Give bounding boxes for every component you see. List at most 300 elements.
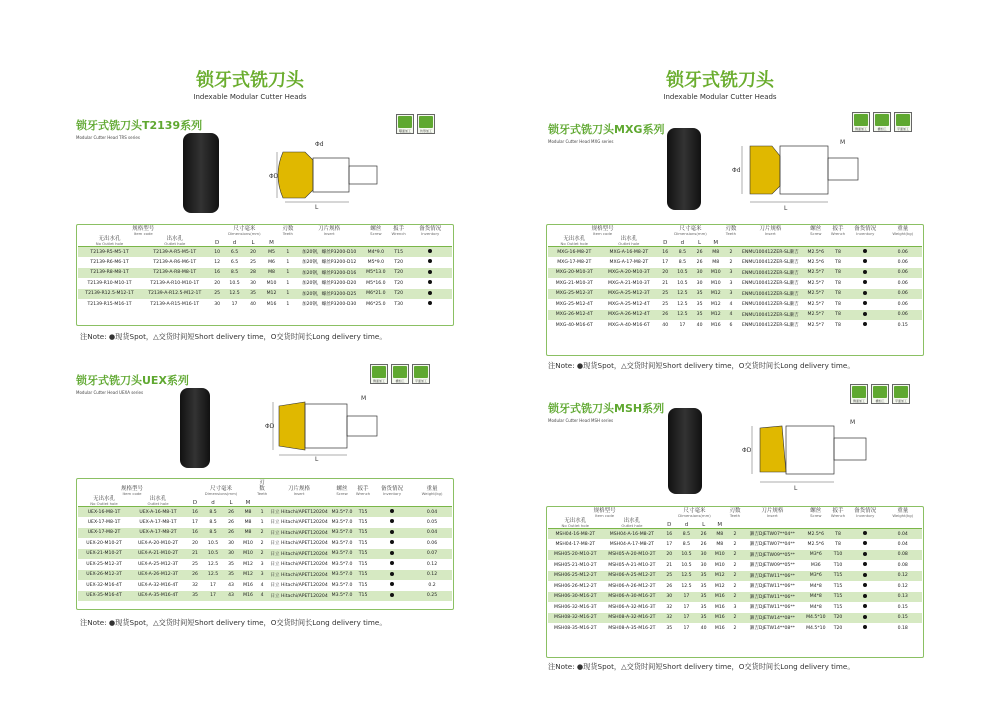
table-cell: 10.5 (673, 268, 691, 279)
spot-stock-dot-icon (428, 301, 432, 305)
table-cell: 加20钢，螺丝P3200-D25 (295, 289, 362, 300)
table-cell: UEX-A-35-M16-4T (130, 591, 186, 602)
table-cell: M8 (244, 519, 252, 525)
table-cell: 43 (222, 591, 240, 602)
inventory-cell (847, 560, 883, 571)
section-title-uex: 锁牙式铣刀头UEX系列 (76, 374, 189, 387)
table-cell: 12 (214, 259, 221, 265)
table-cell: ENMU100412ZER-SL濑吉 (742, 281, 799, 287)
table-cell: T10 (829, 550, 847, 561)
table-cell: T2139-R5-M5-1T (78, 247, 141, 258)
table-cell: M36 (810, 562, 821, 568)
table-cell: M16 (266, 301, 277, 307)
table-cell: MSH05-21-M10-2T (554, 562, 597, 568)
table-cell: 12.5 (207, 561, 219, 567)
table-cell: T20 (394, 280, 404, 286)
table-cell: 加20钢，螺丝P3200-D20 (301, 281, 357, 287)
table-cell: 濑吉DJETW14**08** (742, 613, 803, 624)
weight-cell: 0.06 (883, 289, 922, 300)
table-cell: 2 (729, 259, 733, 265)
table-cell: 濑吉DJETW07**04** (749, 542, 795, 548)
table-cell: 35 (666, 625, 673, 631)
table-cell: 25 (657, 289, 673, 300)
inventory-cell (847, 592, 883, 603)
table-cell: M5*16.0 (366, 280, 386, 286)
table-cell: MXG-26-M12-4T (548, 310, 601, 321)
table-cell: 30 (692, 268, 708, 279)
weight-cell: 0.04 (412, 507, 452, 518)
table-cell: 6 (729, 322, 733, 328)
table-cell: 濑吉DJETW11**06** (749, 605, 795, 611)
table-cell: 17 (666, 541, 673, 547)
table-cell: UEX-32-M16-4T (86, 582, 122, 588)
table-cell: 濑吉DJETW11**06** (742, 592, 803, 603)
table-cell: M2.5*7 (803, 310, 829, 321)
spot-stock-dot-icon (428, 270, 432, 274)
table-cell: 35 (243, 289, 263, 300)
table-cell: M12 (712, 571, 728, 582)
table-row (548, 320, 922, 331)
table-cell: M5*9.0 (367, 259, 385, 265)
table-cell: 35 (696, 592, 712, 603)
spot-stock-dot-icon (863, 615, 867, 619)
weight-cell: 0.12 (897, 583, 908, 589)
spot-stock-dot-icon (863, 573, 867, 577)
table-cell: 日立 Hitachi/APET120204 (268, 507, 330, 518)
table-cell: 25 (208, 289, 225, 300)
table-cell: 26 (186, 570, 204, 581)
table-row (78, 591, 452, 602)
table-cell: 17 (677, 592, 695, 603)
table-cell: 17 (192, 519, 198, 525)
spot-stock-dot-icon (390, 540, 394, 544)
label-phiD: ΦD (269, 173, 279, 180)
table-row (548, 539, 922, 550)
spot-stock-dot-icon (428, 259, 432, 263)
table-row (78, 559, 452, 570)
table-row (548, 550, 922, 561)
table-cell: 17 (683, 625, 690, 631)
table-cell: UEX-A-20-M10-2T (137, 540, 179, 546)
table-cell: UEX-A-25-M12-3T (137, 561, 179, 567)
table-row (78, 570, 452, 581)
inventory-cell (372, 507, 412, 518)
table-cell: 2 (733, 562, 737, 568)
table-cell: 10.5 (229, 280, 240, 286)
note-mxg: 注Note: ●现货Spot，△交货时间短Short delivery time，O交货时间长Long delivery time。 (548, 361, 855, 370)
table-cell: T20 (389, 268, 409, 279)
table-cell: 35 (692, 289, 708, 300)
table-cell: 20 (661, 550, 677, 561)
inventory-cell (847, 278, 883, 289)
table-cell: M2.5*6 (807, 259, 825, 265)
weight-cell: 0.06 (883, 268, 922, 279)
table-cell: 32 (661, 613, 677, 624)
table-cell: 25 (192, 561, 198, 567)
table-cell: MSH08-32-M16-2T (548, 613, 603, 624)
table-cell: 32 (666, 604, 673, 610)
table-cell: M4*8 (809, 604, 822, 610)
table-cell: MSH04-17-M8-2T (555, 541, 596, 547)
table-row (78, 257, 452, 268)
weight-cell: 0.08 (883, 550, 922, 561)
icons-mxg (852, 112, 912, 132)
inventory-cell (408, 268, 452, 279)
table-cell: MXG-21-M10-3T (555, 280, 593, 286)
table-cell: UEX-25-M12-3T (86, 561, 122, 567)
inventory-cell (372, 517, 412, 528)
table-cell: 30 (222, 549, 240, 560)
plane-milling-icon: 平面加工 (894, 112, 912, 132)
table-cell: 日立 Hitachi/APET120204 (268, 570, 330, 581)
table-cell: M16 (710, 322, 721, 328)
table-cell: M3*6 (803, 571, 829, 582)
table-cell: 40 (662, 322, 669, 328)
table-cell: MXG-A-17-M8-2T (609, 259, 649, 265)
table-cell: 16 (657, 247, 673, 258)
table-cell: T15 (354, 549, 372, 560)
table-cell: T15 (389, 247, 409, 258)
weight-cell: 0.07 (412, 549, 452, 560)
table-cell: MSH06-A-32-M16-3T (608, 604, 656, 610)
table-cell: 35 (186, 591, 204, 602)
inventory-cell (847, 268, 883, 279)
table-cell: 2 (733, 541, 737, 547)
table-cell: 8.5 (226, 268, 243, 279)
icons-t2139 (396, 114, 435, 134)
table-cell: MSH08-A-32-M16-2T (603, 613, 662, 624)
table-cell: 35 (222, 570, 240, 581)
table-cell: M12 (243, 561, 253, 567)
table-cell: T10 (833, 562, 843, 568)
plane-milling-icon: 平面加工 (892, 384, 910, 404)
table-row (548, 289, 922, 300)
table-row (78, 299, 452, 310)
table-row (548, 581, 922, 592)
inventory-cell (847, 299, 883, 310)
spot-stock-dot-icon (863, 270, 867, 274)
inventory-cell (847, 247, 883, 258)
table-cell: T8 (835, 259, 841, 265)
table-cell: 26 (222, 528, 240, 539)
table-cell: T2139-R15-M16-1T (87, 301, 132, 307)
table-cell: 濑吉DJETW11**06** (742, 571, 803, 582)
table-cell: 2 (733, 625, 737, 631)
table-cell: 20 (657, 268, 673, 279)
table-cell: MXG-A-25-M12-3T (601, 289, 658, 300)
table-cell: 12.5 (204, 570, 222, 581)
spot-stock-dot-icon (428, 291, 432, 295)
table-cell: 43 (228, 582, 234, 588)
table-cell: 日立 Hitachi/APET120204 (270, 520, 328, 526)
weight-cell: 0.05 (426, 519, 438, 525)
spot-stock-dot-icon (863, 291, 867, 295)
table-cell: T2139-R10-M10-1T (87, 280, 132, 286)
table-cell: 3 (256, 570, 268, 581)
table-cell: 濑吉DJETW14**08** (749, 626, 795, 632)
weight-cell: 0.06 (897, 301, 908, 307)
table-cell: M16 (714, 625, 725, 631)
table-cell: ENMU100412ZER-SL濑吉 (742, 323, 799, 329)
table-cell: M5 (263, 247, 280, 258)
inventory-cell (847, 602, 883, 613)
table-cell: T15 (833, 583, 843, 589)
inventory-cell (847, 257, 883, 268)
table-cell: 濑吉DJETW07**04** (742, 529, 803, 540)
table-cell: MSH08-A-35-M16-2T (608, 625, 656, 631)
table-cell: M16 (712, 592, 728, 603)
table-cell: M2.5*6 (803, 247, 829, 258)
weight-cell: 0.13 (883, 592, 922, 603)
table-cell: 25 (250, 259, 256, 265)
table-cell: T15 (358, 540, 368, 546)
table-cell: M3*6 (803, 550, 829, 561)
table-cell: M8 (716, 541, 724, 547)
table-cell: 10.5 (204, 549, 222, 560)
inventory-cell (408, 257, 452, 268)
spot-stock-dot-icon (390, 530, 394, 534)
table-cell: T15 (829, 571, 847, 582)
note-msh: 注Note: ●现货Spot，△交货时间短Short delivery time，O交货时间长Long delivery time。 (548, 662, 855, 671)
table-row (548, 247, 922, 258)
table-cell: 12.5 (681, 583, 692, 589)
table-cell: 8.5 (677, 529, 695, 540)
table-cell: 加20钢，螺丝P3200-D30 (301, 302, 357, 308)
weight-cell: 0.18 (897, 625, 908, 631)
table-row (548, 529, 922, 540)
table-cell: M3.5*7.0 (330, 528, 354, 539)
table-cell: 30 (696, 550, 712, 561)
table-cell: M16 (243, 582, 253, 588)
table-cell: M3.5*7.0 (330, 507, 354, 518)
table-cell: 4 (260, 582, 264, 588)
table-cell: T15 (358, 519, 368, 525)
table-cell: MSH06-30-M16-2T (548, 592, 603, 603)
table-cell: M6*21.0 (363, 289, 389, 300)
weight-cell: 0.12 (883, 571, 922, 582)
table-cell: 8.5 (673, 247, 691, 258)
spot-stock-dot-icon (863, 322, 867, 326)
weight-cell: 0.04 (897, 541, 908, 547)
table-cell: M3.5*7.0 (330, 591, 354, 602)
svg-text:M: M (840, 139, 846, 146)
table-cell: UEX-A-26-M12-3T (130, 570, 186, 581)
table-cell: M2.5*7 (807, 322, 825, 328)
table-cell: T2139-R6-M6-1T (90, 259, 129, 265)
table-cell: 21 (186, 549, 204, 560)
table-cell: 8.5 (678, 259, 687, 265)
table-cell: 30 (228, 540, 234, 546)
inventory-cell (847, 613, 883, 624)
table-cell: 6.5 (230, 259, 239, 265)
table-cell: 26 (692, 247, 708, 258)
icons-msh (850, 384, 910, 404)
spot-stock-dot-icon (390, 561, 394, 565)
table-cell: M12 (708, 289, 724, 300)
table-cell: MSH06-25-M12-2T (548, 571, 603, 582)
table-cell: M3.5*7.0 (330, 570, 354, 581)
table-cell: M6*25.0 (366, 301, 386, 307)
side-milling-icon: 侧面加工 (370, 364, 388, 384)
table-cell: 2 (728, 529, 742, 540)
weight-cell: 0.12 (426, 561, 438, 567)
table-cell: 26 (666, 583, 673, 589)
drawing-mxg (728, 132, 868, 212)
svg-text:L: L (794, 485, 798, 492)
table-cell: 20 (192, 540, 198, 546)
table-cell: M3.5*7.0 (331, 561, 353, 567)
table-cell: 1 (280, 268, 295, 279)
table-row (548, 571, 922, 582)
table-cell: 濑吉DJETW09**05** (749, 563, 795, 569)
table-cell: UEX-16-M8-1T (78, 507, 130, 518)
table-cell: T2139-A-R8-M8-1T (141, 268, 208, 279)
table-cell: M2.5*7 (803, 289, 829, 300)
section-subtitle-uex: Modular Cutter Head UEXA series (76, 390, 144, 395)
table-cell: M10 (714, 562, 725, 568)
table-cell: UEX-17-M8-1T (87, 519, 121, 525)
table-cell: M10 (240, 549, 256, 560)
svg-text:ΦD: ΦD (265, 423, 275, 430)
weight-cell: 0.04 (412, 528, 452, 539)
table-cell: T8 (829, 268, 847, 279)
table-cell: 2 (256, 528, 268, 539)
table-cell: 20 (214, 280, 221, 286)
table-cell: 17 (662, 259, 669, 265)
table-cell: MXG-A-16-M8-2T (601, 247, 658, 258)
table-cell: T15 (829, 592, 847, 603)
table-cell: ENMU100412ZER-SL濑吉 (742, 260, 799, 266)
table-row (78, 268, 452, 279)
spot-stock-dot-icon (390, 582, 394, 586)
table-cell: 加20钢，螺丝P3200-D16 (295, 268, 362, 279)
table-cell: M10 (266, 280, 277, 286)
table-cell: M4*8 (809, 583, 822, 589)
table-cell: 1 (280, 289, 295, 300)
table-cell: 日立 Hitachi/APET120204 (268, 591, 330, 602)
table-row (78, 278, 452, 289)
table-cell: 3 (260, 561, 264, 567)
weight-cell: 0.25 (412, 591, 452, 602)
table-cell: T15 (354, 591, 372, 602)
table-cell: T2139-A-R12.5-M12-1T (141, 289, 208, 300)
table-cell: MXG-A-40-M16-6T (608, 322, 650, 328)
drawing-msh (738, 412, 878, 492)
inventory-cell (847, 623, 883, 634)
table-cell: M5*13.0 (363, 268, 389, 279)
table-cell: MXG-17-M8-2T (557, 259, 592, 265)
table-cell: 12.5 (226, 289, 243, 300)
table-cell: 2 (260, 540, 264, 546)
table-cell: 30 (661, 592, 677, 603)
table-row (78, 580, 452, 591)
table-cell: 35 (700, 583, 707, 589)
table-row (78, 538, 452, 549)
table-cell: MSH04-16-M8-2T (548, 529, 603, 540)
table-cell: 35 (700, 604, 707, 610)
table-cell: 8.5 (682, 541, 691, 547)
icons-uex (370, 364, 430, 384)
spot-stock-dot-icon (863, 280, 867, 284)
spot-stock-dot-icon (428, 249, 432, 253)
table-row (548, 257, 922, 268)
weight-cell: 0.06 (426, 540, 438, 546)
table-cell: T2139-A-R10-M10-1T (150, 280, 200, 286)
table-cell: 30 (700, 562, 707, 568)
table-cell: 2 (728, 592, 742, 603)
table-cell: 8.5 (209, 519, 217, 525)
table-row (78, 289, 452, 300)
table-cell: 10 (208, 247, 225, 258)
side-milling-icon: 侧面加工 (850, 384, 868, 404)
table-cell: 26 (700, 541, 707, 547)
table-cell: T2139-A-R15-M16-1T (150, 301, 200, 307)
table-cell: 4 (729, 301, 733, 307)
table-cell: 26 (657, 310, 673, 321)
table-cell: MXG-40-M16-6T (555, 322, 593, 328)
table-cell: M8 (263, 268, 280, 279)
inventory-cell (847, 581, 883, 592)
spot-stock-dot-icon (863, 531, 867, 535)
table-cell: 20 (243, 247, 263, 258)
table-cell: 濑吉DJETW09**05** (742, 550, 803, 561)
table-cell: 35 (696, 571, 712, 582)
table-cell: 10.5 (677, 550, 695, 561)
weight-cell: 0.06 (897, 280, 908, 286)
table-cell: MXG-25-M12-3T (548, 289, 601, 300)
table-cell: 32 (192, 582, 198, 588)
page-subtitle-right: Indexable Modular Cutter Heads (663, 93, 777, 101)
table-cell: M3.5*7.0 (331, 582, 353, 588)
svg-text:Φd: Φd (732, 167, 741, 174)
table-cell: T20 (394, 259, 404, 265)
table-cell: 40 (250, 301, 256, 307)
table-cell: 1 (256, 507, 268, 518)
table-cell: 加20钢，螺丝P3200-D10 (295, 247, 362, 258)
table-row (78, 507, 452, 518)
table-cell: UEX-17-M8-2T (78, 528, 130, 539)
table-cell: 2 (256, 549, 268, 560)
weight-cell: 0.12 (412, 570, 452, 581)
table-cell: MXG-A-25-M12-4T (608, 301, 650, 307)
table-cell: T2139-R8-M8-1T (78, 268, 141, 279)
table-cell: 16 (186, 507, 204, 518)
table-cell: M2.5*6 (803, 529, 829, 540)
table-cell: T8 (829, 310, 847, 321)
table-cell: MSH04-A-16-M8-2T (603, 529, 662, 540)
table-cell: T8 (829, 247, 847, 258)
table-cell: MSH05-20-M10-2T (548, 550, 603, 561)
table-cell: M8 (240, 528, 256, 539)
table-cell: 25 (662, 301, 669, 307)
spec-table-uex: 规格型号 Item code 尺寸毫米 Dimensions(mm) 刃数 Teeth 刀片规格 Insert 螺丝 Screw 扳手 Wrench 备货情况 Inventory 重量 Weight(kg) 无出水孔 No Outlet hole 出水孔 Outlet hole D d L M UEX-16-M8-1T UEX-A-16-M8-1T 16 8.5 26 M8 1 日立 Hitachi/APET120204 M3.5*7.0 T15 0.04 UEX-17-M8-1T UEX-A-17-M8-1T 17 8.5 26 M8 1 日立 Hitachi/APET120204 M3.5*7.0 T15 0.05 UEX-17-M8-2T UEX-A-17-M8-2T 16 8.5 26 M8 2 日立 Hitachi/APET120204 M3.5*7.0 T15 0.04 UEX-20-M10-2T UEX-A-20-M10-2T 20 10.5 30 M10 2 日立 Hitachi/APET120204 M3.5*7.0 T15 0.06 UEX-21-M10-2T UEX-A-21-M10-2T 21 10.5 30 M10 2 日立 Hitachi/APET120204 M3.5*7.0 T15 0.07 UEX-25-M12-3T UEX-A-25-M12-3T 25 12.5 35 M12 3 日立 Hitachi/APET120204 M3.5*7.0 T15 0.12 UEX-26-M12-3T UEX-A-26-M12-3T 26 12.5 35 M12 3 日立 Hitachi/APET120204 M3.5*7.0 T15 0.12 UEX-32-M16-4T UEX-A-32-M16-4T 32 17 43 M16 4 日立 Hitachi/APET120204 M3.5*7.0 T15 0.2 UEX-35-M16-4T UEX-A-35-M16-4T 35 17 43 M16 4 日立 Hitachi/APET120204 M3.5*7.0 T15 0.25 (78, 480, 452, 601)
table-cell: M12 (708, 310, 724, 321)
table-cell: UEX-A-21-M10-2T (130, 549, 186, 560)
table-cell: UEX-21-M10-2T (78, 549, 130, 560)
table-cell: MSH06-A-26-M12-2T (608, 583, 656, 589)
table-cell: T15 (358, 582, 368, 588)
spot-stock-dot-icon (863, 541, 867, 545)
inventory-cell (847, 289, 883, 300)
table-cell: UEX-A-16-M8-1T (130, 507, 186, 518)
table-cell: 17 (231, 301, 238, 307)
table-cell: 16 (661, 529, 677, 540)
spot-stock-dot-icon (863, 625, 867, 629)
table-cell: 16 (186, 528, 204, 539)
inventory-cell (408, 247, 452, 258)
table-cell: M3.5*7.0 (330, 549, 354, 560)
table-cell: 10.5 (681, 562, 692, 568)
